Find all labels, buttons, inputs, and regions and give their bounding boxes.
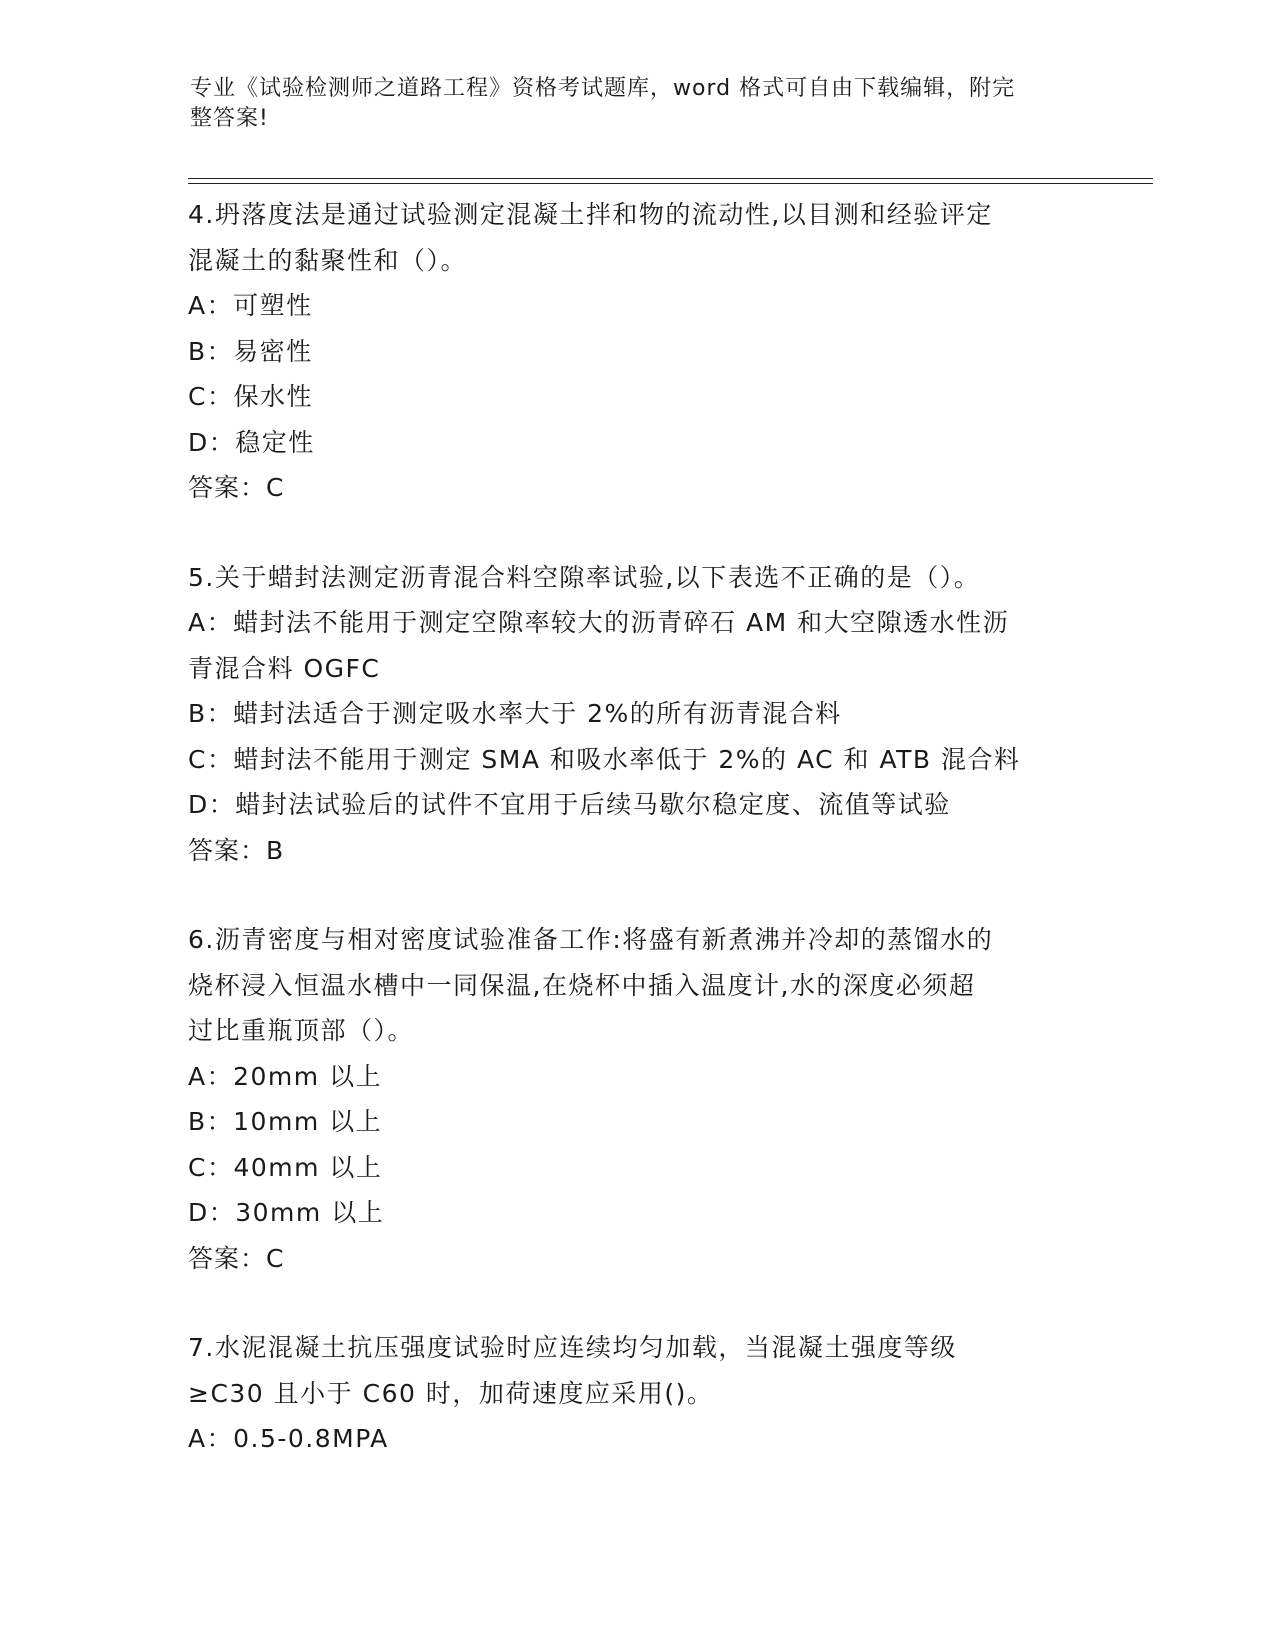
answer-line: 答案：B: [188, 835, 285, 865]
question-stem-line: 过比重瓶顶部（）。: [188, 1016, 415, 1045]
option-line: C：蜡封法不能用于测定 SMA 和吸水率低于 2%的 AC 和 ATB 混合料: [188, 744, 1021, 774]
option-line: B：易密性: [188, 336, 313, 366]
answer-line: 答案：C: [188, 1243, 285, 1273]
question-spacer: [188, 1281, 1088, 1325]
question-stem-line: 混凝土的黏聚性和（）。: [188, 245, 468, 275]
option-line: B：蜡封法适合于测定吸水率大于 2%的所有沥青混合料: [188, 699, 842, 728]
question-spacer: [188, 511, 1088, 555]
option-line: B：10mm 以上: [188, 1107, 383, 1136]
question-stem-line: 6.沥青密度与相对密度试验准备工作:将盛有新煮沸并冷却的蒸馏水的: [188, 925, 994, 954]
option-line: A：蜡封法不能用于测定空隙率较大的沥青碎石 AM 和大空隙透水性沥: [188, 608, 1010, 637]
question-stem-line: 烧杯浸入恒温水槽中一同保温,在烧杯中插入温度计,水的深度必须超: [188, 970, 976, 1000]
header-line-1: 专业《试验检测师之道路工程》资格考试题库，word 格式可自由下载编辑，附完: [190, 76, 1016, 101]
option-line: A：可塑性: [188, 291, 313, 320]
option-line: D：蜡封法试验后的试件不宜用于后续马歇尔稳定度、流值等试验: [188, 790, 951, 819]
question-stem-line: 4.坍落度法是通过试验测定混凝土拌和物的流动性,以目测和经验评定: [188, 200, 993, 229]
header-line-2: 整答案!: [190, 106, 269, 131]
option-line: A：0.5-0.8MPA: [188, 1424, 389, 1453]
question-stem-line: 5.关于蜡封法测定沥青混合料空隙率试验,以下表选不正确的是（）。: [188, 562, 981, 592]
document-header: [190, 74, 1070, 134]
question-block: [188, 917, 1088, 1281]
header-divider-top: [188, 178, 1153, 179]
answer-line: 答案：C: [188, 473, 285, 502]
option-line: C：40mm 以上: [188, 1152, 383, 1182]
header-divider-bottom: [188, 183, 1153, 184]
option-line: 青混合料 OGFC: [188, 653, 381, 683]
option-line: C：保水性: [188, 382, 313, 411]
question-list: [188, 192, 1088, 1462]
question-stem-line: ≥C30 且小于 C60 时，加荷速度应采用()。: [188, 1378, 714, 1408]
question-block: [188, 192, 1088, 511]
option-line: D：30mm 以上: [188, 1198, 385, 1227]
question-block: [188, 555, 1088, 874]
option-line: A：20mm 以上: [188, 1061, 383, 1091]
question-block: [188, 1325, 1088, 1462]
question-spacer: [188, 873, 1088, 917]
option-line: D：稳定性: [188, 427, 315, 457]
question-stem-line: 7.水泥混凝土抗压强度试验时应连续均匀加载，当混凝土强度等级: [188, 1333, 957, 1362]
